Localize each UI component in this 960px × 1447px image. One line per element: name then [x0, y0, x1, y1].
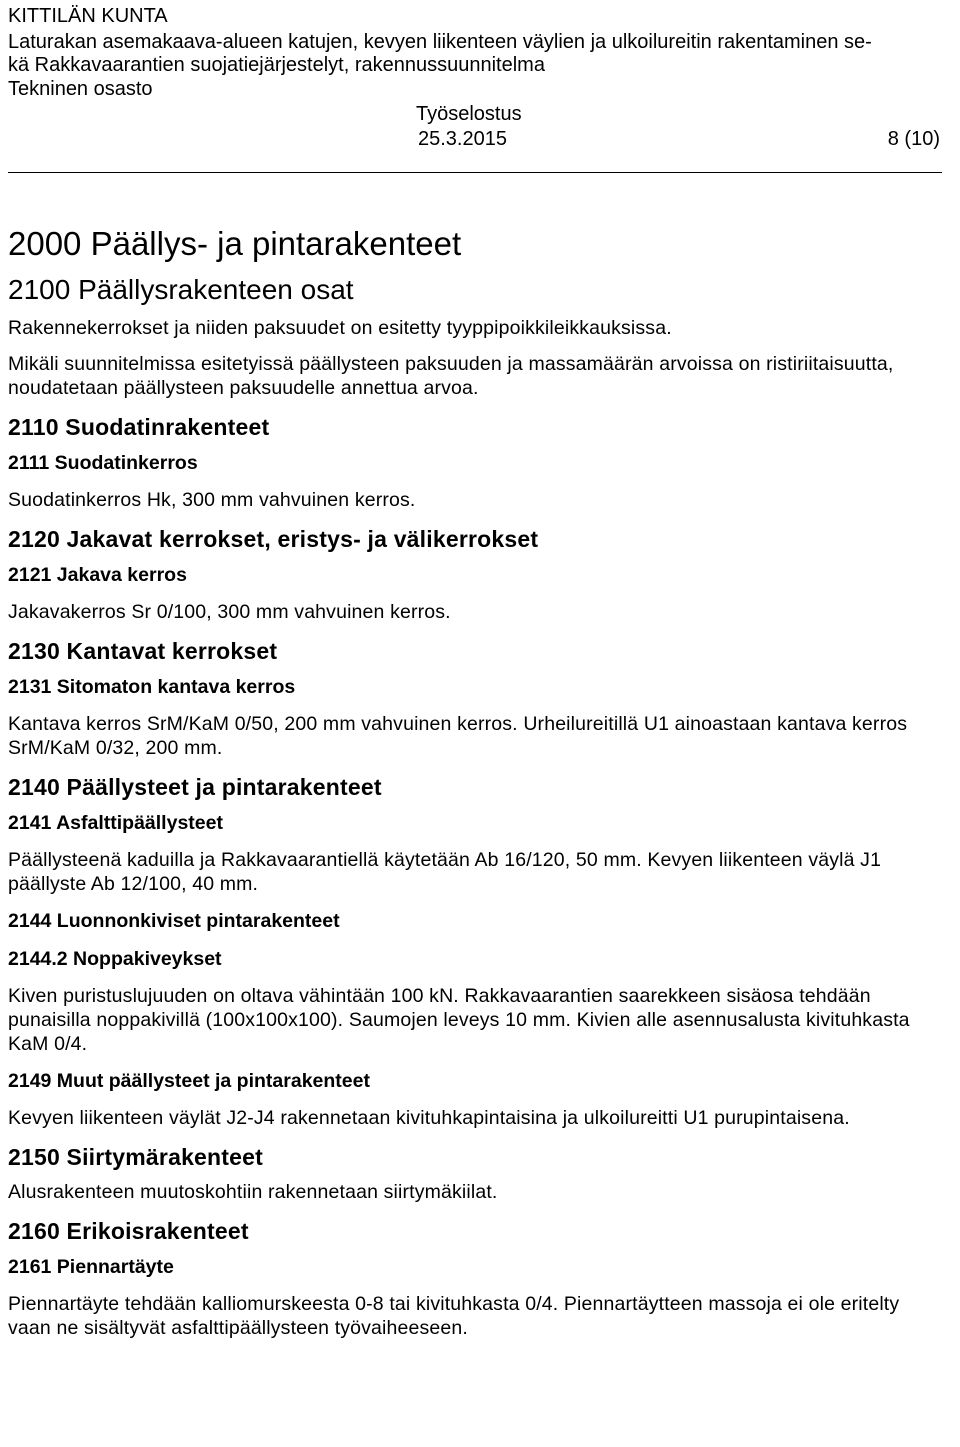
document-body — [8, 222, 942, 1352]
heading-2160: 2160 Erikoisrakenteet — [8, 1218, 249, 1244]
heading-2120: 2120 Jakavat kerrokset, eristys- ja välikerrokset — [8, 526, 539, 552]
heading-2150: 2150 Siirtymärakenteet — [8, 1144, 263, 1170]
heading-2149: 2149 Muut päällysteet ja pintarakenteet — [8, 1070, 370, 1092]
header-page-number: 8 (10) — [887, 128, 940, 150]
heading-2161: 2161 Piennartäyte — [8, 1256, 174, 1278]
heading-2130: 2130 Kantavat kerrokset — [8, 638, 278, 664]
heading-2144-2: 2144.2 Noppakiveykset — [8, 948, 222, 970]
paragraph-2121: Jakavakerros Sr 0/100, 300 mm vahvuinen kerros. — [8, 601, 451, 623]
heading-2131: 2131 Sitomaton kantava kerros — [8, 676, 296, 698]
header-title-line-1: Laturakan asemakaava-alueen katujen, kevyen liikenteen väylien ja ulkoilureitin rakentaminen se- — [8, 31, 872, 53]
heading-2000: 2000 Päällys- ja pintarakenteet — [8, 225, 462, 262]
paragraph-2150: Alusrakenteen muutoskohtiin rakennetaan siirtymäkiilat. — [8, 1181, 498, 1203]
paragraph-2100-1: Rakennekerrokset ja niiden paksuudet on esitetty tyyppipoikkileikkauksissa. — [8, 317, 672, 339]
paragraph-2141: Päällysteenä kaduilla ja Rakkavaarantiellä käytetään Ab 16/120, 50 mm. Kevyen liikenteen väylä J1 päällyste Ab 12/100, 40 mm. — [8, 849, 882, 895]
heading-2121: 2121 Jakava kerros — [8, 564, 187, 586]
heading-2144: 2144 Luonnonkiviset pintarakenteet — [8, 910, 340, 932]
paragraph-2100-2: Mikäli suunnitelmissa esitetyissä päällysteen paksuuden ja massamäärän arvoissa on ristiriitaisuutta, noudatetaan päällysteen paksuudelle annettua arvoa. — [8, 353, 894, 399]
header-date: 25.3.2015 — [418, 128, 507, 150]
header-document-type: Työselostus — [416, 103, 522, 125]
header-divider — [8, 172, 942, 173]
paragraph-2144-2: Kiven puristuslujuuden on oltava vähintään 100 kN. Rakkavaarantien saarekkeen sisäosa tehdään punaisilla noppakivillä (100x100x100). Saumojen leveys 10 mm. Kivien alle asennusalusta kivituhkasta KaM 0/4. — [8, 985, 910, 1055]
heading-2111: 2111 Suodatinkerros — [8, 452, 198, 474]
heading-2141: 2141 Asfalttipäällysteet — [8, 812, 223, 834]
heading-2140: 2140 Päällysteet ja pintarakenteet — [8, 774, 382, 800]
header-organization: KITTILÄN KUNTA — [8, 5, 168, 27]
paragraph-2161: Piennartäyte tehdään kalliomurskeesta 0-8 tai kivituhkasta 0/4. Piennartäytteen massoja ei ole eritelty vaan ne sisältyvät asfalttipäällysteen työvaiheeseen. — [8, 1293, 900, 1339]
header-department: Tekninen osasto — [8, 78, 153, 100]
paragraph-2149: Kevyen liikenteen väylät J2-J4 rakennetaan kivituhkapintaisina ja ulkoilureitti U1 purupintaisena. — [8, 1107, 850, 1129]
heading-2110: 2110 Suodatinrakenteet — [8, 414, 270, 440]
heading-2100: 2100 Päällysrakenteen osat — [8, 274, 354, 305]
paragraph-2131: Kantava kerros SrM/KaM 0/50, 200 mm vahvuinen kerros. Urheilureitillä U1 ainoastaan kantava kerros SrM/KaM 0/32, 200 mm. — [8, 713, 908, 759]
header-title-line-2: kä Rakkavaarantien suojatiejärjestelyt, rakennussuunnitelma — [8, 54, 545, 76]
paragraph-2111: Suodatinkerros Hk, 300 mm vahvuinen kerros. — [8, 489, 416, 511]
